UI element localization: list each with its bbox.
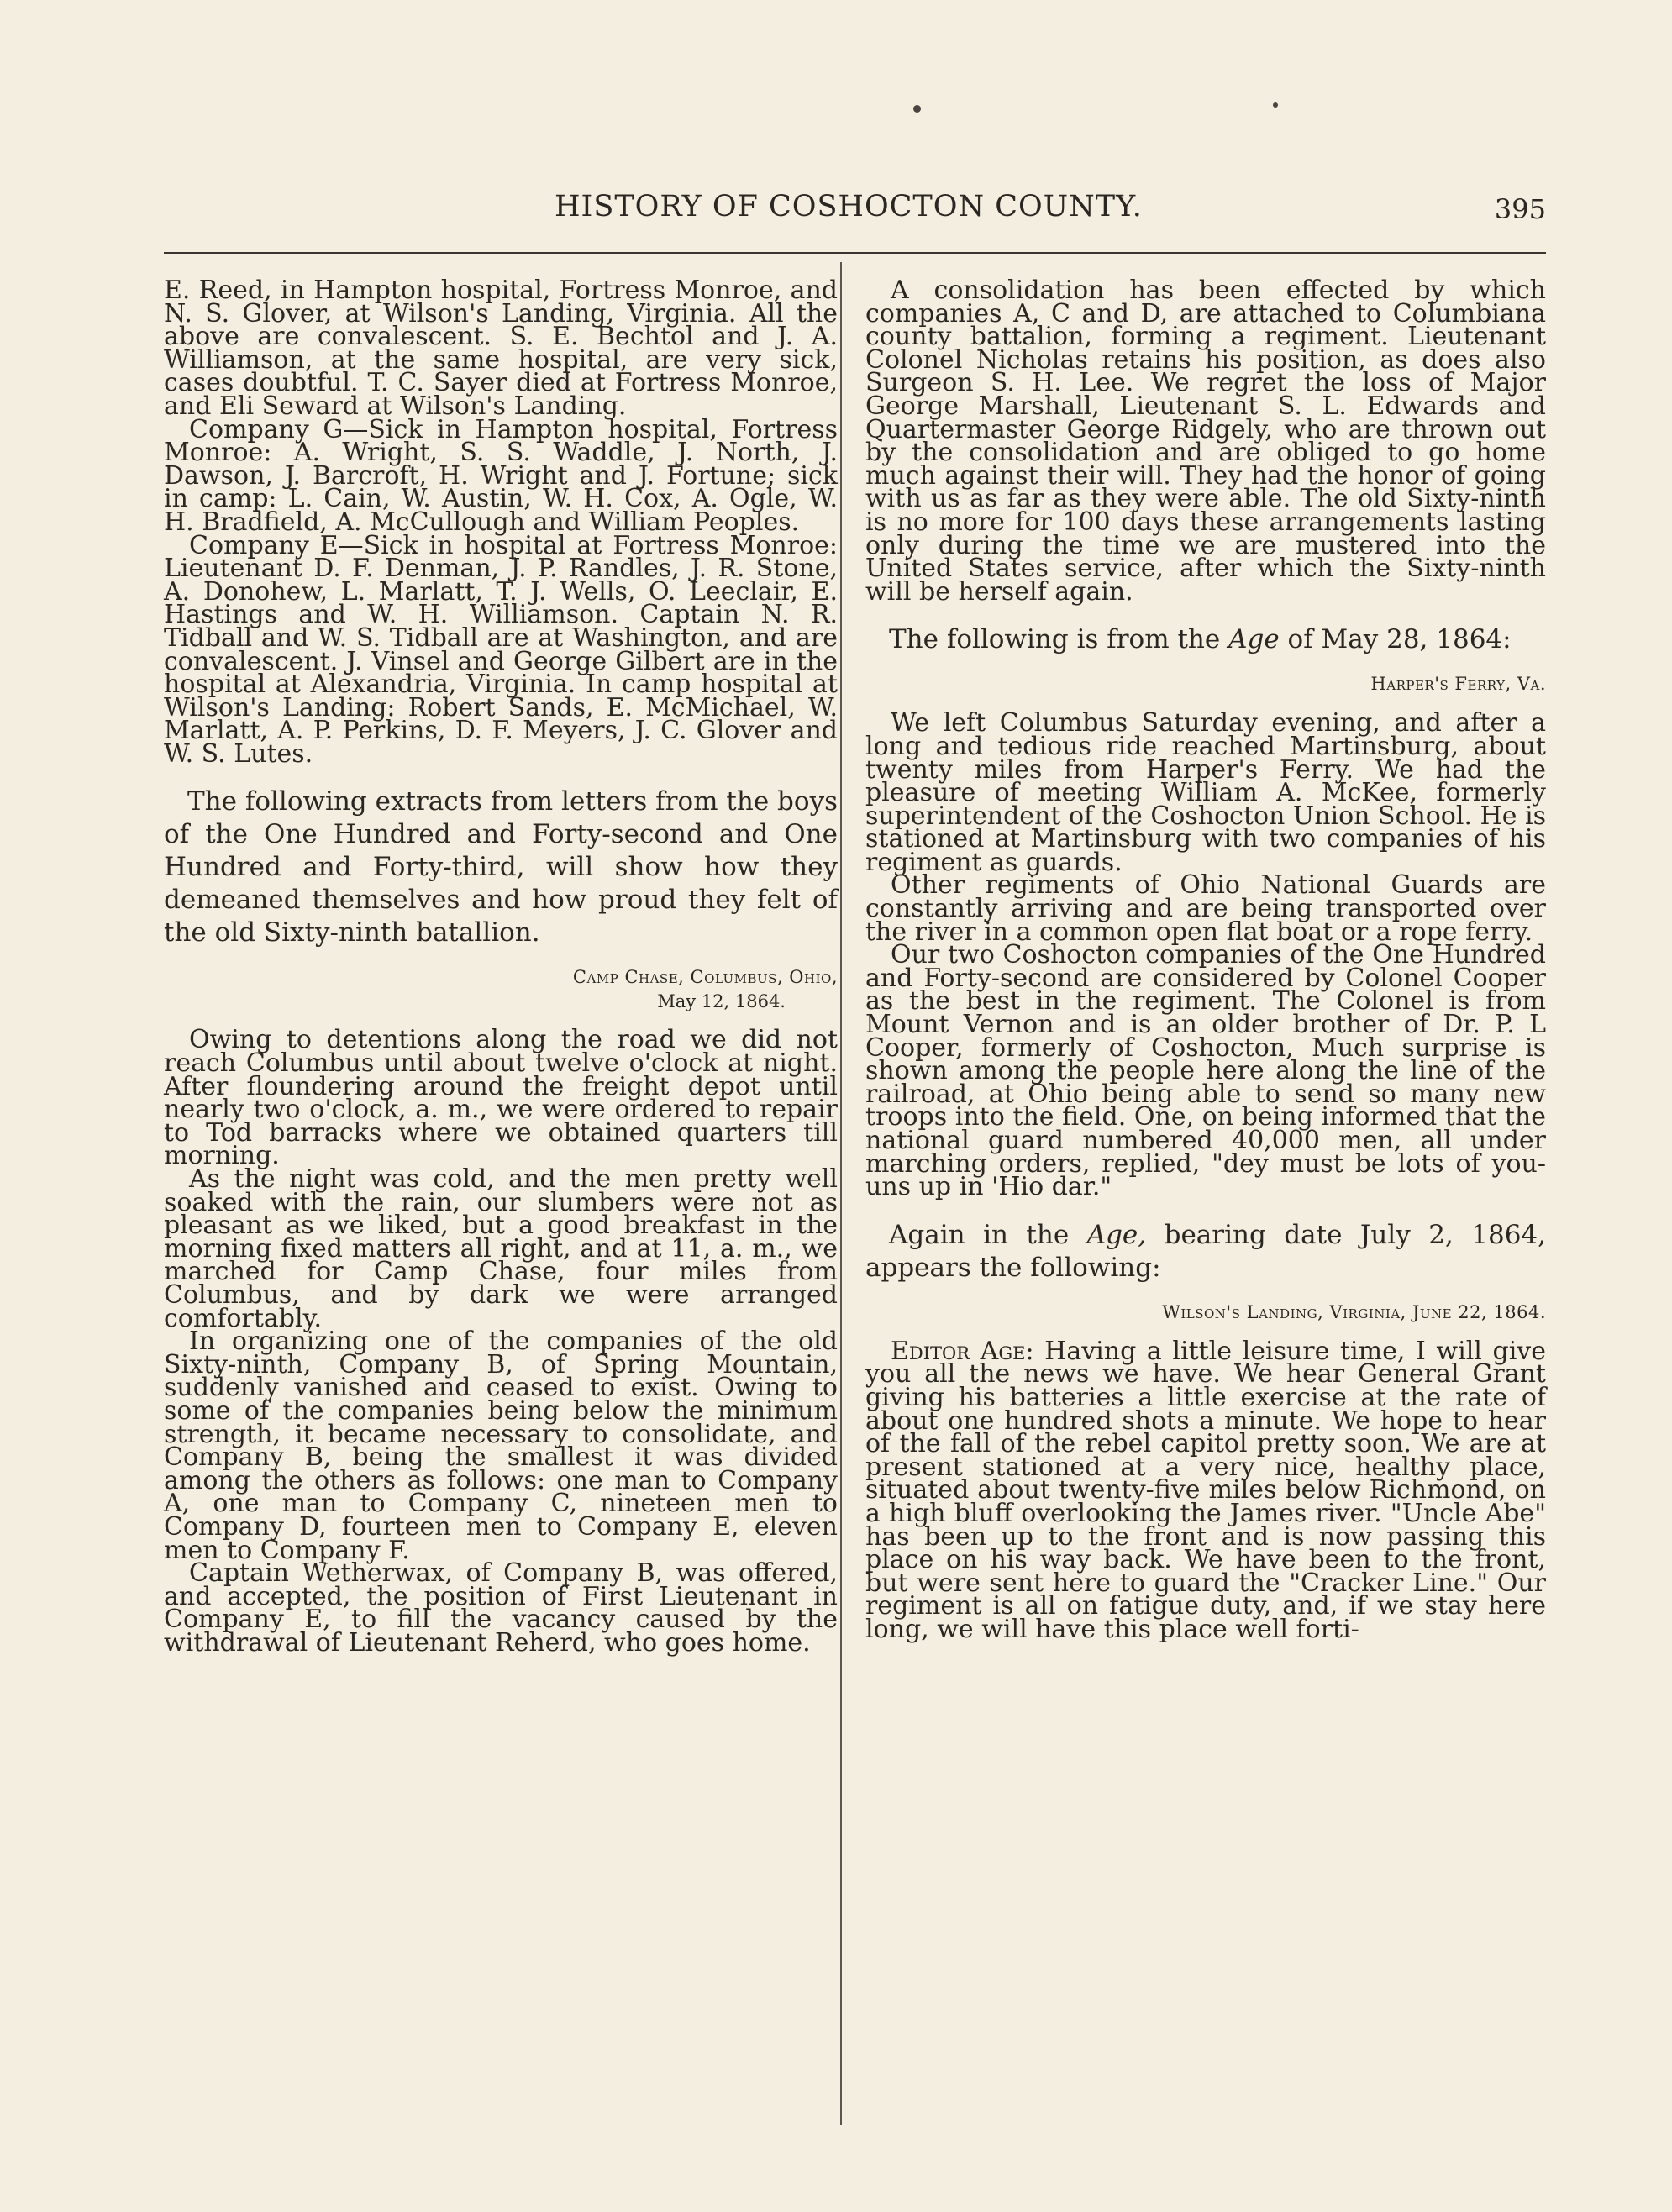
paragraph: As the night was cold, and the men pretty well soaked with the rain, our slumbers were not as pleasant as we liked, but a good breakfast in the morning fixed matters all right, and at 11, a. m., we marched for Camp Chase, four miles from Columbus, and by dark we were arranged comfortably. bbox=[164, 1164, 838, 1333]
page-number: 395 bbox=[1494, 193, 1546, 225]
spacer bbox=[164, 949, 838, 964]
page-speck bbox=[1273, 102, 1278, 108]
dateline-date: May 12, 1864. bbox=[657, 991, 786, 1012]
paragraph: Our two Coshocton companies of the One Hundred and Forty-second are considered by Colonel Cooper as the best in the regiment. The Colonel is from Mount Vernon and is an older brother of Dr. P. L Cooper, formerly of Coshocton, Much surprise is shown among the people here along the line of the railroad, at Ohio being able to send so many new troops into the field. One, on being informed that the national guard numbered 40,000 men, all under marching orders, replied, "dey must be lots of you-uns up in 'Hio dar." bbox=[865, 940, 1546, 1202]
paragraph: A consolidation has been effected by which companies A, C and D, are attached to Columbiana county battalion, forming a regiment. Lieutenant Colonel Nicholas retains his position, as does also Surgeon S. H. Lee. We regret the loss of Major George Marshall, Lieutenant S. L. Edwards and Quartermaster George Ridgely, who are thrown out by the consolidation and are obliged to go home much against their will. They had the honor of going with us as far as they were able. The old Sixty-ninth is no more for 100 days these arrangements lasting only during the time we are mustered into the United States service, after which the Sixty-ninth will be herself again. bbox=[865, 276, 1546, 607]
newspaper-name: Age, bbox=[1086, 1219, 1147, 1250]
left-column bbox=[164, 276, 838, 1658]
dateline-place: Camp Chase, Columbus, Ohio, bbox=[572, 967, 838, 988]
spacer bbox=[865, 656, 1546, 671]
spacer bbox=[164, 765, 838, 785]
paragraph: We left Columbus Saturday evening, and after a long and tedious ride reached Martinsburg, about twenty miles from Harper's Ferry. We had the pleasure of meeting William A. McKee, formerly superintendent of the Coshocton Union School. He is stationed at Martinsburg with two companies of his regiment as guards. bbox=[865, 708, 1546, 877]
paragraph: Owing to detentions along the road we did not reach Columbus until about twelve o'clock at night. After floundering around the freight depot until nearly two o'clock, a. m., we were ordered to repair to Tod barracks where we obtained quarters till morning. bbox=[164, 1025, 838, 1171]
paragraph: Other regiments of Ohio National Guards are constantly arriving and are being transported over the river in a common open flat boat or a rope ferry. bbox=[865, 870, 1546, 947]
dateline: Wilson's Landing, Virginia, June 22, 1864. bbox=[1162, 1301, 1546, 1322]
page-title: HISTORY OF COSHOCTON COUNTY. bbox=[555, 190, 1143, 223]
spacer bbox=[865, 603, 1546, 623]
salutation: Editor Age: bbox=[891, 1336, 1034, 1366]
intro-paragraph: The following extracts from letters from the boys of the One Hundred and Forty-second and One Hundred and Forty-third, will show how they demeaned themselves and how proud they felt of the old Sixty-ninth batallion. bbox=[164, 786, 838, 948]
intro-paragraph bbox=[865, 1219, 1546, 1285]
running-header bbox=[504, 190, 1546, 240]
column-divider bbox=[840, 262, 842, 2125]
intro-text: bearing date July 2, 1864, appears the following: bbox=[865, 1219, 1546, 1283]
dateline: Harper's Ferry, Va. bbox=[1370, 674, 1546, 695]
intro-text: The following is from the bbox=[889, 624, 1229, 655]
paragraph: Company E—Sick in hospital at Fortress Monroe: Lieutenant D. F. Denman, J. P. Randles, J. R. Stone, A. Donohew, L. Marlatt, T. J. Wells, O. Leeclair, E. Hastings and W. H. Williamson. Captain N. R. Tidball and W. S. Tidball are at Washington, and are convalescent. J. Vinsel and George Gilbert are in the hospital at Alexandria, Virginia. In camp hospital at Wilson's Landing: Robert Sands, E. McMichael, W. Marlatt, A. P. Perkins, D. F. Meyers, J. C. Glover and W. S. Lutes. bbox=[164, 530, 838, 769]
paragraph: Company G—Sick in Hampton hospital, Fortress Monroe: A. Wright, S. S. Waddle, J. North, J. Dawson, J. Barcroft, H. Wright and J. Fortune; sick in camp: L. Cain, W. Austin, W. H. Cox, A. Ogle, W. H. Bradfield, A. McCullough and William Peoples. bbox=[164, 414, 838, 537]
spacer bbox=[865, 1285, 1546, 1300]
header-rule bbox=[164, 252, 1546, 254]
paragraph: E. Reed, in Hampton hospital, Fortress Monroe, and N. S. Glover, at Wilson's Landing, Virginia. All the above are convalescent. S. E. Bechtol and J. A. Williamson, at the same hospital, are very sick, cases doubtful. T. C. Sayer died at Fortress Monroe, and Eli Seward at Wilson's Landing. bbox=[164, 276, 838, 421]
intro-text: of May 28, 1864: bbox=[1279, 624, 1512, 655]
intro-text: Again in the bbox=[889, 1219, 1087, 1250]
letter-text: Having a little leisure time, I will give you all the news we have. We hear General Grant giving his batteries a little exercise at the rate of about one hundred shots a minute. We hope to hear of the fall of the rebel capitol pretty soon. We are at present stationed at a very nice, healthy place, situated about twenty-five miles below Richmond, on a high bluff overlooking the James river. "Uncle Abe" has been up to the front and is now passing this place on his way back. We have been to the front, but were sent here to guard the "Cracker Line." Our regiment is all on fatigue duty, and, if we stay here long, we will have this place well forti- bbox=[865, 1336, 1547, 1644]
page-speck bbox=[913, 105, 921, 113]
paragraph: In organizing one of the companies of the old Sixty-ninth, Company B, of Spring Mountain, suddenly vanished and ceased to exist. Owing to some of the companies being below the minimum strength, it became necessary to consolidate, and Company B, being the smallest it was divided among the others as follows: one man to Company A, one man to Company C, nineteen men to Company D, fourteen men to Company E, eleven men to Company F. bbox=[164, 1327, 838, 1565]
paragraph bbox=[865, 1336, 1547, 1644]
paragraph: Captain Wetherwax, of Company B, was offered, and accepted, the position of First Lieutenant in Company E, to fill the vacancy caused by the withdrawal of Lieutenant Reherd, who goes home. bbox=[164, 1558, 838, 1658]
spacer bbox=[865, 1199, 1546, 1219]
right-column bbox=[865, 276, 1547, 1644]
newspaper-name: Age bbox=[1228, 624, 1280, 655]
intro-paragraph bbox=[865, 623, 1546, 656]
